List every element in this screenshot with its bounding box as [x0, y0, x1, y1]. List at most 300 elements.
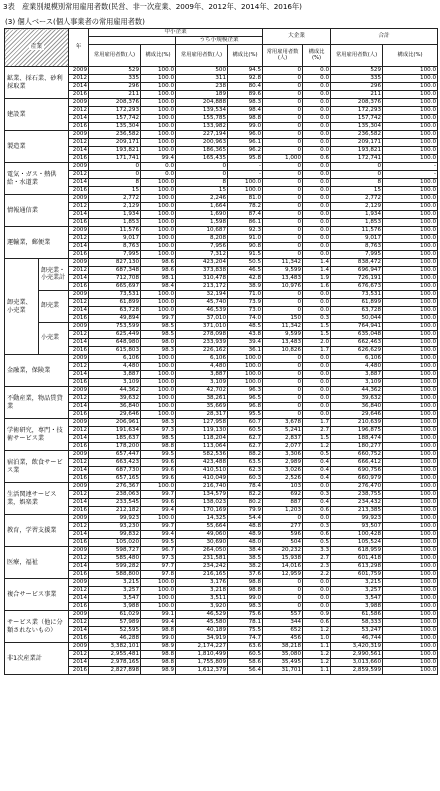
year-cell: 2016: [69, 283, 89, 291]
document-title: 3表 産業別規模別常用雇用者数(民営、非一次産業、2009年、2012年、2014年、2016年): [3, 2, 302, 11]
value-cell: 100.0: [383, 419, 438, 427]
value-cell: 233,545: [89, 499, 141, 507]
value-cell: 0: [263, 171, 303, 179]
value-cell: 98.3: [228, 99, 263, 107]
value-cell: 73.0: [228, 307, 263, 315]
value-cell: 180,277: [331, 443, 383, 451]
value-cell: 0: [263, 107, 303, 115]
value-cell: 0.0: [303, 75, 331, 83]
value-cell: 157,742: [89, 115, 141, 123]
value-cell: 0: [89, 163, 141, 171]
year-cell: 2012: [69, 395, 89, 403]
value-cell: 227,194: [176, 131, 228, 139]
value-cell: 98.8: [141, 627, 176, 635]
value-cell: 764,941: [331, 323, 383, 331]
value-cell: 0.0: [303, 395, 331, 403]
value-cell: 100.0: [383, 427, 438, 435]
value-cell: 1.5: [303, 435, 331, 443]
value-cell: 188,474: [331, 435, 383, 443]
value-cell: 100.0: [141, 99, 176, 107]
value-cell: 1,690: [176, 211, 228, 219]
value-cell: 100.0: [383, 243, 438, 251]
value-cell: 99.6: [141, 475, 176, 483]
value-cell: 1.7: [303, 419, 331, 427]
value-cell: 53,247: [331, 627, 383, 635]
year-cell: 2016: [69, 507, 89, 515]
value-cell: 186,365: [176, 147, 228, 155]
value-cell: 0: [263, 579, 303, 587]
value-cell: 86.1: [228, 219, 263, 227]
value-cell: 100.0: [383, 443, 438, 451]
value-cell: 3,257: [331, 587, 383, 595]
value-cell: 100.0: [383, 235, 438, 243]
value-cell: 100.0: [383, 107, 438, 115]
value-cell: 100.0: [383, 299, 438, 307]
year-cell: 2009: [69, 323, 89, 331]
value-cell: 138,023: [176, 499, 228, 507]
table-row: [5, 363, 438, 371]
value-cell: 29,646: [331, 411, 383, 419]
value-cell: 3,988: [89, 603, 141, 611]
value-cell: 12,959: [263, 571, 303, 579]
value-cell: 687,348: [89, 267, 141, 275]
value-cell: 100.0: [383, 507, 438, 515]
value-cell: 6,106: [176, 355, 228, 363]
value-cell: 100.0: [383, 395, 438, 403]
value-cell: 4,480: [89, 363, 141, 371]
value-cell: 38.5: [228, 555, 263, 563]
value-cell: 9,599: [263, 331, 303, 339]
value-cell: 60.7: [228, 419, 263, 427]
table-row: [5, 491, 438, 499]
value-cell: 456: [263, 635, 303, 643]
value-cell: 0.3: [303, 491, 331, 499]
value-cell: 73.9: [228, 299, 263, 307]
value-cell: 1,810,499: [176, 651, 228, 659]
value-cell: 1.1: [303, 667, 331, 675]
value-cell: 100.0: [383, 339, 438, 347]
table-row: [5, 227, 438, 235]
value-cell: 98.8: [141, 659, 176, 667]
value-cell: 0.0: [303, 107, 331, 115]
value-cell: 62.7: [228, 435, 263, 443]
value-cell: 0.0: [303, 91, 331, 99]
value-cell: -: [228, 163, 263, 171]
table-row: [5, 443, 438, 451]
value-cell: 165,435: [176, 155, 228, 163]
table-row: [5, 387, 438, 395]
value-cell: 687,730: [89, 467, 141, 475]
year-cell: 2009: [69, 195, 89, 203]
value-cell: 96.7: [141, 547, 176, 555]
year-cell: 2014: [69, 115, 89, 123]
value-cell: 596: [263, 531, 303, 539]
value-cell: 91.0: [228, 235, 263, 243]
value-cell: 100.0: [383, 603, 438, 611]
table-row: [5, 547, 438, 555]
value-cell: 99.1: [141, 611, 176, 619]
value-cell: 1.6: [303, 283, 331, 291]
year-cell: 2014: [69, 595, 89, 603]
value-cell: 100.0: [383, 315, 438, 323]
value-cell: 170,169: [176, 507, 228, 515]
value-cell: 648,980: [89, 339, 141, 347]
value-cell: 36,840: [331, 403, 383, 411]
value-cell: 78.1: [228, 619, 263, 627]
table-row: [5, 147, 438, 155]
year-cell: 2014: [69, 467, 89, 475]
value-cell: 92.3: [228, 227, 263, 235]
value-cell: 0: [263, 251, 303, 259]
year-cell: 2014: [69, 147, 89, 155]
value-cell: 29,646: [89, 411, 141, 419]
value-cell: 100.0: [141, 595, 176, 603]
value-cell: 213,385: [331, 507, 383, 515]
year-cell: 2012: [69, 427, 89, 435]
value-cell: 2,955,481: [89, 651, 141, 659]
table-row: [5, 603, 438, 611]
year-cell: 2014: [69, 403, 89, 411]
value-cell: 100.0: [141, 579, 176, 587]
year-cell: 2014: [69, 211, 89, 219]
value-cell: 98.3: [141, 347, 176, 355]
value-cell: 100.0: [383, 635, 438, 643]
value-cell: 100.0: [383, 379, 438, 387]
value-cell: 99.6: [141, 499, 176, 507]
large-count-header: 常用雇用者数(人): [263, 45, 303, 67]
value-cell: 96.0: [228, 131, 263, 139]
year-cell: 2014: [69, 307, 89, 315]
small-header: うち小規模企業: [176, 37, 263, 45]
industry-label: 宿泊業，飲食サービス業: [5, 451, 69, 483]
value-cell: 0.4: [303, 467, 331, 475]
table-body: [5, 67, 438, 675]
value-cell: 10,976: [263, 283, 303, 291]
value-cell: 63,728: [89, 307, 141, 315]
value-cell: 100.0: [141, 603, 176, 611]
value-cell: 0.0: [303, 299, 331, 307]
year-cell: 2009: [69, 387, 89, 395]
value-cell: 0.0: [303, 99, 331, 107]
value-cell: 1.2: [303, 659, 331, 667]
value-cell: 61,899: [89, 299, 141, 307]
industry-label: 複合サービス事業: [5, 579, 69, 611]
value-cell: 712,708: [89, 275, 141, 283]
value-cell: 277: [263, 523, 303, 531]
value-cell: 100.0: [141, 179, 176, 187]
value-cell: 0.0: [303, 131, 331, 139]
table-row: [5, 179, 438, 187]
value-cell: 100.0: [383, 531, 438, 539]
value-cell: 11,342: [263, 259, 303, 267]
value-cell: 423,488: [176, 459, 228, 467]
value-cell: 13,483: [263, 339, 303, 347]
value-cell: 209,171: [89, 139, 141, 147]
value-cell: 98.9: [141, 667, 176, 675]
value-cell: 100.0: [383, 435, 438, 443]
value-cell: 15: [331, 187, 383, 195]
value-cell: 0.0: [303, 579, 331, 587]
sub-industry-label: 卸売業・小売業計: [39, 259, 69, 291]
value-cell: 100.0: [383, 227, 438, 235]
value-cell: 2.3: [303, 563, 331, 571]
value-cell: 11,576: [331, 227, 383, 235]
value-cell: 100.0: [383, 595, 438, 603]
value-cell: 212,182: [89, 507, 141, 515]
value-cell: 657,447: [89, 451, 141, 459]
year-cell: 2016: [69, 443, 89, 451]
year-cell: 2012: [69, 363, 89, 371]
value-cell: 3,382,101: [89, 643, 141, 651]
value-cell: 10,826: [263, 347, 303, 355]
year-cell: 2016: [69, 379, 89, 387]
value-cell: 100.0: [141, 235, 176, 243]
value-cell: 3,920: [176, 603, 228, 611]
value-cell: 63,728: [331, 307, 383, 315]
year-cell: 2016: [69, 219, 89, 227]
value-cell: 73,531: [331, 291, 383, 299]
value-cell: 2,827,898: [89, 667, 141, 675]
value-cell: 100.0: [383, 331, 438, 339]
value-cell: 0.0: [303, 219, 331, 227]
value-cell: 1.9: [303, 275, 331, 283]
value-cell: 696,947: [331, 267, 383, 275]
value-cell: 296: [89, 83, 141, 91]
value-cell: 36,840: [89, 403, 141, 411]
value-cell: 100.0: [383, 587, 438, 595]
value-cell: 38.4: [228, 547, 263, 555]
table-row: [5, 243, 438, 251]
table-row: [5, 315, 438, 323]
value-cell: 3,887: [331, 371, 383, 379]
industry-header: 産業: [5, 29, 69, 67]
year-cell: 2009: [69, 291, 89, 299]
value-cell: 226,162: [176, 347, 228, 355]
year-cell: 2012: [69, 203, 89, 211]
value-cell: 171,741: [89, 155, 141, 163]
industry-label: 学術研究，専門・技術サービス業: [5, 419, 69, 451]
value-cell: 3,547: [89, 595, 141, 603]
year-cell: 2016: [69, 315, 89, 323]
value-cell: 598,727: [89, 547, 141, 555]
value-cell: 100.0: [383, 459, 438, 467]
value-cell: 100.0: [141, 203, 176, 211]
value-cell: 39,632: [331, 395, 383, 403]
year-cell: 2012: [69, 651, 89, 659]
value-cell: 14,325: [176, 515, 228, 523]
value-cell: 100.0: [383, 563, 438, 571]
value-cell: 7,995: [331, 251, 383, 259]
table-row: [5, 339, 438, 347]
value-cell: 100.0: [383, 307, 438, 315]
table-row: [5, 307, 438, 315]
value-cell: 11,576: [89, 227, 141, 235]
value-cell: 209,171: [331, 139, 383, 147]
value-cell: 1,203: [263, 507, 303, 515]
value-cell: 172,741: [331, 155, 383, 163]
value-cell: 61,899: [331, 299, 383, 307]
value-cell: 529: [89, 67, 141, 75]
table-row: [5, 515, 438, 523]
value-cell: 135,304: [89, 123, 141, 131]
value-cell: 100.0: [383, 451, 438, 459]
value-cell: 100.0: [383, 403, 438, 411]
value-cell: 46,744: [331, 635, 383, 643]
sme-count-header: 常用雇用者数(人): [89, 45, 141, 67]
value-cell: 78.4: [228, 483, 263, 491]
industry-label: 金融業，保険業: [5, 355, 69, 387]
value-cell: 98.3: [141, 419, 176, 427]
value-cell: 0: [263, 219, 303, 227]
value-cell: 1.5: [303, 331, 331, 339]
value-cell: 0: [176, 171, 228, 179]
year-cell: 2016: [69, 603, 89, 611]
value-cell: 1,853: [89, 219, 141, 227]
value-cell: 8,208: [176, 235, 228, 243]
value-cell: 3,176: [176, 579, 228, 587]
value-cell: 0.4: [303, 459, 331, 467]
table-row: [5, 155, 438, 163]
large-header: 大企業: [263, 29, 331, 45]
table-row: [5, 403, 438, 411]
value-cell: 133,982: [176, 123, 228, 131]
value-cell: 75.6: [228, 611, 263, 619]
value-cell: 8: [89, 179, 141, 187]
small-count-header: 常用雇用者数(人): [176, 45, 228, 67]
table-row: [5, 579, 438, 587]
year-cell: 2009: [69, 611, 89, 619]
table-row: [5, 427, 438, 435]
value-cell: 0.9: [303, 611, 331, 619]
value-cell: 56.4: [228, 667, 263, 675]
year-cell: 2012: [69, 555, 89, 563]
value-cell: 278,098: [176, 331, 228, 339]
value-cell: 118,204: [176, 435, 228, 443]
value-cell: 100.0: [383, 491, 438, 499]
value-cell: 99.4: [141, 507, 176, 515]
year-cell: 2009: [69, 483, 89, 491]
value-cell: 20,232: [263, 547, 303, 555]
value-cell: 1.2: [303, 651, 331, 659]
year-cell: 2014: [69, 83, 89, 91]
value-cell: 0.0: [303, 235, 331, 243]
value-cell: 0.0: [303, 147, 331, 155]
value-cell: 99.0: [228, 595, 263, 603]
value-cell: 9,017: [331, 235, 383, 243]
value-cell: 98.4: [228, 107, 263, 115]
value-cell: 119,130: [176, 427, 228, 435]
year-cell: 2014: [69, 275, 89, 283]
table-row: [5, 371, 438, 379]
value-cell: 726,191: [331, 275, 383, 283]
value-cell: 100.0: [383, 651, 438, 659]
value-cell: 3,988: [331, 603, 383, 611]
value-cell: 98.5: [141, 435, 176, 443]
value-cell: 238: [176, 83, 228, 91]
value-cell: 0.0: [303, 227, 331, 235]
value-cell: 100.0: [141, 243, 176, 251]
value-cell: 0: [331, 163, 383, 171]
value-cell: 44,362: [89, 387, 141, 395]
value-cell: 0: [263, 115, 303, 123]
value-cell: 0: [263, 131, 303, 139]
value-cell: 80.2: [228, 499, 263, 507]
value-cell: 98.8: [228, 587, 263, 595]
year-cell: 2014: [69, 435, 89, 443]
value-cell: 660,979: [331, 475, 383, 483]
value-cell: 626,629: [331, 347, 383, 355]
table-row: [5, 619, 438, 627]
year-cell: 2009: [69, 131, 89, 139]
value-cell: 73,531: [89, 291, 141, 299]
value-cell: 100,428: [331, 531, 383, 539]
value-cell: 238,063: [89, 491, 141, 499]
year-cell: 2016: [69, 91, 89, 99]
value-cell: 90.8: [228, 243, 263, 251]
value-cell: 233,939: [176, 339, 228, 347]
value-cell: 2,859,599: [331, 667, 383, 675]
value-cell: 100.0: [141, 395, 176, 403]
year-cell: 2016: [69, 475, 89, 483]
value-cell: 45,580: [176, 619, 228, 627]
value-cell: 0.0: [303, 595, 331, 603]
value-cell: 0.0: [303, 363, 331, 371]
table-row: [5, 299, 438, 307]
value-cell: 98.3: [228, 603, 263, 611]
value-cell: 100.0: [228, 179, 263, 187]
year-cell: 2014: [69, 499, 89, 507]
value-cell: 0.5: [303, 451, 331, 459]
value-cell: 3,887: [176, 371, 228, 379]
value-cell: 1,598: [176, 219, 228, 227]
value-cell: 100.0: [383, 123, 438, 131]
year-cell: 2012: [69, 491, 89, 499]
total-header: 合計: [331, 29, 438, 45]
value-cell: 61,029: [89, 611, 141, 619]
value-cell: 0.0: [303, 603, 331, 611]
value-cell: 81.0: [228, 195, 263, 203]
value-cell: 423,204: [176, 259, 228, 267]
industry-label: 情報通信業: [5, 195, 69, 227]
year-cell: 2009: [69, 643, 89, 651]
value-cell: 94.5: [228, 67, 263, 75]
value-cell: 91.5: [228, 251, 263, 259]
value-cell: 82.2: [228, 491, 263, 499]
value-cell: 100.0: [383, 283, 438, 291]
table-row: [5, 635, 438, 643]
value-cell: 100.0: [383, 547, 438, 555]
table-row: [5, 499, 438, 507]
value-cell: 103: [263, 483, 303, 491]
value-cell: 79.9: [228, 507, 263, 515]
industry-label: 建設業: [5, 99, 69, 131]
year-cell: 2009: [69, 67, 89, 75]
value-cell: 0: [263, 587, 303, 595]
value-cell: 0.0: [303, 515, 331, 523]
value-cell: 35,669: [176, 403, 228, 411]
year-cell: 2009: [69, 99, 89, 107]
value-cell: 88.2: [228, 451, 263, 459]
value-cell: 236,582: [89, 131, 141, 139]
value-cell: 231,581: [176, 555, 228, 563]
table-row: [5, 259, 438, 267]
value-cell: 0.6: [303, 619, 331, 627]
value-cell: 0: [263, 123, 303, 131]
value-cell: 99,832: [89, 531, 141, 539]
value-cell: 1,934: [89, 211, 141, 219]
table-row: [5, 67, 438, 75]
value-cell: 0: [263, 371, 303, 379]
